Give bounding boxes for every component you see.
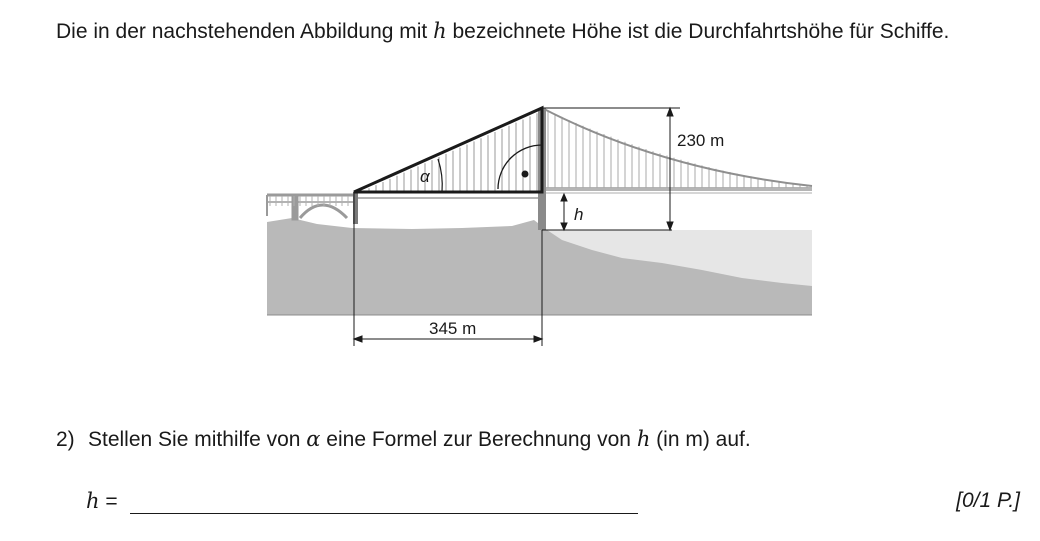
alpha-label: α xyxy=(420,167,430,186)
answer-equals: = xyxy=(99,490,118,513)
intro-text-1: Die in der nachstehenden Abbildung mit xyxy=(56,20,434,43)
task-number: 2) xyxy=(56,428,75,451)
h-label: h xyxy=(574,205,584,224)
answer-var-h: h xyxy=(86,489,100,513)
points-label: [0/1 P.] xyxy=(956,489,1020,512)
answer-line[interactable] xyxy=(130,513,638,514)
task-alpha: α xyxy=(306,427,321,451)
arch-verticals xyxy=(270,196,348,206)
task-2 xyxy=(56,424,751,455)
h-dimension xyxy=(542,194,672,230)
height-label: 230 m xyxy=(677,131,725,150)
task-text-1: Stellen Sie mithilfe von xyxy=(88,428,307,451)
bridge-figure xyxy=(262,100,817,350)
arch-bridge xyxy=(267,194,354,220)
intro-paragraph xyxy=(56,16,996,47)
right-angle-dot xyxy=(522,171,529,178)
task-text-2: eine Formel zur Berechnung von xyxy=(320,428,637,451)
intro-var-h: h xyxy=(433,19,447,43)
answer-prefix xyxy=(86,486,118,517)
intro-text-2: bezeichnete Höhe ist die Durchfahrtshöhe für Schiffe. xyxy=(446,20,950,43)
triangle-outline xyxy=(354,108,542,192)
task-var-h: h xyxy=(636,427,651,451)
hangers-left xyxy=(362,113,537,192)
task-text-3: (in m) auf. xyxy=(650,428,751,451)
width-label: 345 m xyxy=(429,319,477,338)
right-angle-arc xyxy=(498,145,542,189)
